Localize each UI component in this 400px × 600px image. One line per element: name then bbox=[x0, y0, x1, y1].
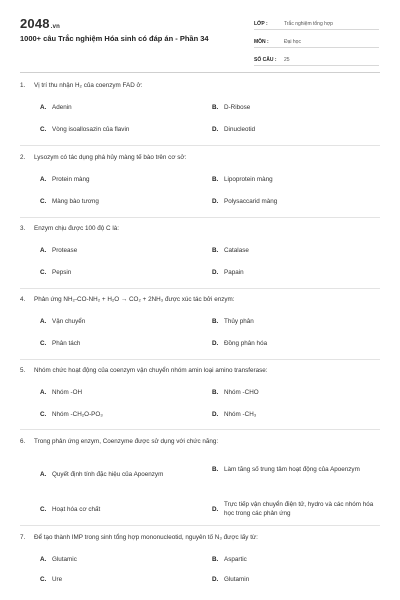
option-letter: B. bbox=[212, 389, 219, 396]
option-letter: C. bbox=[40, 126, 47, 133]
option-c[interactable] bbox=[40, 339, 80, 348]
option-a[interactable] bbox=[40, 103, 72, 112]
option-b[interactable] bbox=[212, 103, 250, 112]
option-letter: B. bbox=[212, 466, 219, 473]
option-text: Protein màng bbox=[52, 176, 90, 183]
option-b[interactable] bbox=[212, 555, 247, 564]
option-c[interactable] bbox=[40, 575, 62, 584]
option-text: Nhóm -CHO bbox=[224, 389, 259, 396]
question-divider bbox=[20, 145, 380, 146]
option-text: Pepsin bbox=[52, 269, 72, 276]
option-letter: A. bbox=[40, 471, 47, 478]
option-text: Nhóm -CH₃ bbox=[224, 411, 257, 418]
option-text: Lipoprotein màng bbox=[224, 176, 273, 183]
option-d[interactable] bbox=[212, 125, 255, 134]
option-c[interactable] bbox=[40, 197, 99, 206]
option-letter: C. bbox=[40, 506, 47, 513]
option-letter: D. bbox=[212, 576, 219, 583]
logo-text: 2048 bbox=[20, 16, 50, 31]
meta-subject-row bbox=[254, 33, 379, 48]
question-number: 4. bbox=[20, 296, 26, 303]
option-d[interactable] bbox=[212, 410, 256, 419]
question-prompt: Nhóm chức hoạt động của coenzym vận chuyển nhóm amin loại amino transferase: bbox=[34, 367, 268, 374]
option-letter: D. bbox=[212, 126, 219, 133]
question-4 bbox=[20, 295, 380, 347]
option-letter: A. bbox=[40, 389, 47, 396]
option-a[interactable] bbox=[40, 246, 77, 255]
option-c[interactable] bbox=[40, 268, 71, 277]
option-d[interactable] bbox=[212, 575, 249, 584]
question-prompt: Trong phản ứng enzym, Coenzyme được sử dụng với chức năng: bbox=[34, 438, 219, 445]
question-prompt: Lysozym có tác dụng phá hủy màng tế bào trên cơ sở: bbox=[34, 154, 187, 161]
question-prompt: Vị trí thu nhận H₂ của coenzym FAD ở: bbox=[34, 82, 143, 89]
option-text: Thủy phân bbox=[224, 318, 254, 325]
option-letter: B. bbox=[212, 104, 219, 111]
option-text: Polysaccarid màng bbox=[224, 198, 278, 205]
option-text: Làm tăng số trung tâm hoạt động của Apoenzym bbox=[224, 466, 360, 473]
question-text bbox=[20, 153, 380, 162]
option-a[interactable] bbox=[40, 317, 85, 326]
option-letter: D. bbox=[212, 340, 219, 347]
option-letter: C. bbox=[40, 411, 47, 418]
option-text: Glutamic bbox=[52, 556, 77, 563]
question-text bbox=[20, 295, 380, 304]
option-c[interactable] bbox=[40, 125, 129, 134]
option-b[interactable] bbox=[212, 246, 249, 255]
option-letter: D. bbox=[212, 269, 219, 276]
question-6 bbox=[20, 437, 380, 517]
option-text: Adenin bbox=[52, 104, 72, 111]
question-3 bbox=[20, 224, 380, 276]
question-text bbox=[20, 81, 380, 90]
question-number: 2. bbox=[20, 154, 26, 161]
option-letter: B. bbox=[212, 318, 219, 325]
option-text: Aspartic bbox=[224, 556, 247, 563]
meta-count-value: 25 bbox=[284, 57, 290, 63]
option-text: Ure bbox=[52, 576, 63, 583]
option-d[interactable] bbox=[212, 339, 267, 348]
option-text: Màng bào tương bbox=[52, 198, 99, 205]
question-divider bbox=[20, 217, 380, 218]
question-1 bbox=[20, 81, 380, 133]
option-letter: D. bbox=[212, 505, 219, 513]
document-title: 1000+ câu Trắc nghiệm Hóa sinh có đáp án - Phần 34 bbox=[20, 34, 209, 43]
option-a[interactable] bbox=[40, 175, 89, 184]
site-logo[interactable] bbox=[20, 16, 60, 31]
option-letter: B. bbox=[212, 176, 219, 183]
question-number: 1. bbox=[20, 82, 26, 89]
option-text: Đồng phân hóa bbox=[224, 340, 268, 347]
option-letter: A. bbox=[40, 247, 47, 254]
option-text: Trực tiếp vận chuyển điện tử, hydro và các nhóm hóa học trong các phản ứng bbox=[224, 501, 374, 517]
option-d[interactable] bbox=[212, 268, 244, 277]
option-b[interactable] bbox=[212, 388, 259, 397]
option-letter: A. bbox=[40, 318, 47, 325]
option-letter: C. bbox=[40, 198, 47, 205]
question-number: 5. bbox=[20, 367, 26, 374]
meta-count-label: SỐ CÂU : bbox=[254, 57, 277, 63]
option-text: Glutamin bbox=[224, 576, 250, 583]
option-text: Vòng isoallosazin của flavin bbox=[52, 126, 130, 133]
question-prompt: Để tạo thành IMP trong sinh tổng hợp mononucleotid, nguyên tố N₃ được lấy từ: bbox=[34, 534, 258, 541]
option-letter: B. bbox=[212, 556, 219, 563]
option-text: Quyết định tính đặc hiệu của Apoenzym bbox=[52, 471, 164, 478]
option-c[interactable] bbox=[40, 505, 100, 514]
option-b[interactable] bbox=[212, 175, 273, 184]
question-5 bbox=[20, 366, 380, 418]
meta-class-row bbox=[254, 15, 379, 30]
option-a[interactable] bbox=[40, 388, 82, 397]
option-d[interactable] bbox=[212, 500, 374, 518]
option-letter: C. bbox=[40, 269, 47, 276]
option-letter: C. bbox=[40, 576, 47, 583]
option-text: Nhóm -CH₂O-PO₃ bbox=[52, 411, 103, 418]
option-letter: A. bbox=[40, 556, 47, 563]
option-a[interactable] bbox=[40, 470, 163, 479]
question-text bbox=[20, 366, 380, 375]
option-c[interactable] bbox=[40, 410, 103, 419]
option-b[interactable] bbox=[212, 317, 254, 326]
option-letter: B. bbox=[212, 247, 219, 254]
option-letter: A. bbox=[40, 104, 47, 111]
meta-class-label: LỚP : bbox=[254, 21, 268, 27]
meta-count-row bbox=[254, 51, 379, 66]
option-b[interactable] bbox=[212, 465, 372, 474]
option-text: Dinucleotid bbox=[224, 126, 256, 133]
question-2 bbox=[20, 153, 380, 205]
header-divider bbox=[20, 72, 380, 73]
option-text: Hoạt hóa cơ chất bbox=[52, 506, 101, 513]
option-text: Phân tách bbox=[52, 340, 81, 347]
meta-subject-label: MÔN : bbox=[254, 39, 269, 45]
question-divider bbox=[20, 288, 380, 289]
question-text bbox=[20, 437, 380, 446]
question-number: 7. bbox=[20, 534, 26, 541]
meta-class-value: Trắc nghiệm tổng hợp bbox=[284, 21, 333, 27]
meta-subject-value: Đại học bbox=[284, 39, 301, 45]
question-divider bbox=[20, 359, 380, 360]
option-letter: D. bbox=[212, 198, 219, 205]
option-text: D-Ribose bbox=[224, 104, 251, 111]
question-number: 3. bbox=[20, 225, 26, 232]
question-divider bbox=[20, 525, 380, 526]
option-a[interactable] bbox=[40, 555, 77, 564]
question-divider bbox=[20, 429, 380, 430]
option-text: Nhóm -OH bbox=[52, 389, 83, 396]
question-number: 6. bbox=[20, 438, 26, 445]
option-text: Protease bbox=[52, 247, 78, 254]
logo-suffix: .vn bbox=[50, 24, 61, 30]
option-text: Catalase bbox=[224, 247, 249, 254]
document-meta bbox=[254, 15, 379, 69]
option-text: Vận chuyển bbox=[52, 318, 86, 325]
question-prompt: Phản ứng NH₂-CO-NH₂ + H₂O → CO₂ + 2NH₃ được xúc tác bởi enzym: bbox=[34, 296, 235, 303]
option-letter: D. bbox=[212, 411, 219, 418]
option-letter: C. bbox=[40, 340, 47, 347]
question-text bbox=[20, 533, 380, 542]
question-text bbox=[20, 224, 380, 233]
option-d[interactable] bbox=[212, 197, 277, 206]
option-text: Papain bbox=[224, 269, 244, 276]
option-letter: A. bbox=[40, 176, 47, 183]
question-prompt: Enzym chịu được 100 độ C là: bbox=[34, 225, 119, 232]
question-7 bbox=[20, 533, 380, 583]
